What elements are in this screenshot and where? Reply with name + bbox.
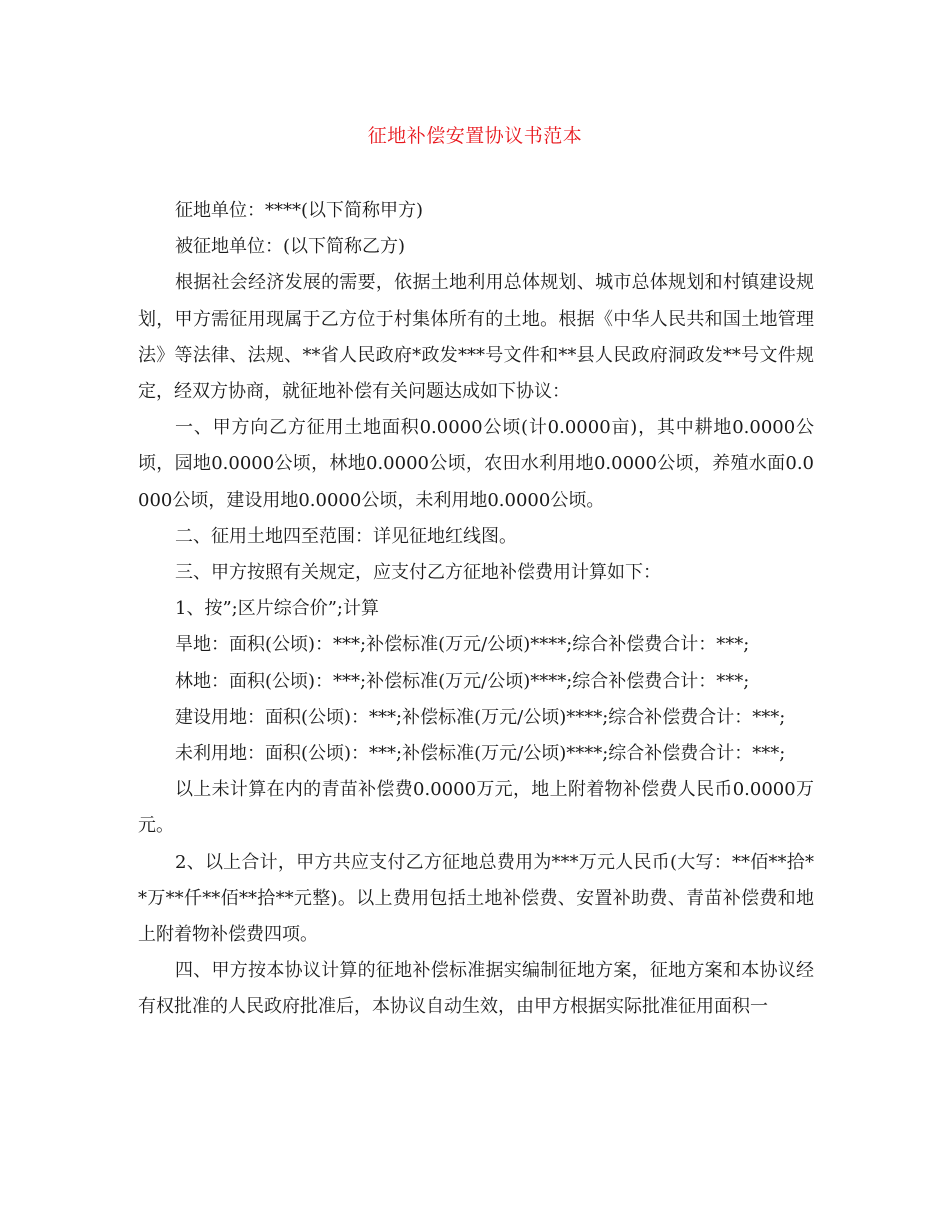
document-title: 征地补偿安置协议书范本 — [367, 125, 583, 147]
paragraph-article-3-item-1: 1、按”;区片综合价”;计算 — [175, 598, 379, 620]
paragraph-article-3-item-2: 2、以上合计，甲方共应支付乙方征地总费用为***万元人民币(大写：**佰**拾**万**仟**佰**拾**元整)。以上费用包括土地补偿费、安置补助费、青苗补偿费和地上附着物补偿费四项。 — [138, 851, 814, 946]
paragraph-article-4: 四、甲方按本协议计算的征地补偿标准据实编制征地方案，征地方案和本协议经有权批准的人民政府批准后，本协议自动生效，由甲方根据实际批准征用面积一 — [138, 960, 814, 1018]
paragraph-unused-land: 未利用地：面积(公顷)：***;补偿标准(万元/公顷)****;综合补偿费合计：***; — [175, 743, 786, 765]
paragraph-article-2: 二、征用土地四至范围：详见征地红线图。 — [175, 525, 517, 547]
paragraph-dry-land: 旱地：面积(公顷)：***;补偿标准(万元/公顷)****;综合补偿费合计：***; — [175, 634, 750, 656]
paragraph-requisitioned-unit: 被征地单位：(以下简称乙方) — [175, 236, 406, 258]
paragraph-crop-compensation: 以上未计算在内的青苗补偿费0.0000万元，地上附着物补偿费人民币0.0000万元。 — [138, 779, 814, 837]
paragraph-requisition-unit: 征地单位：****(以下简称甲方) — [175, 200, 424, 221]
paragraph-construction-land: 建设用地：面积(公顷)：***;补偿标准(万元/公顷)****;综合补偿费合计：***; — [175, 706, 786, 728]
paragraph-preamble: 根据社会经济发展的需要，依据土地利用总体规划、城市总体规划和村镇建设规划，甲方需征用现属于乙方位于村集体所有的土地。根据《中华人民共和国土地管理法》等法律、法规、**省人民政府*政发***号文件和**县人民政府洞政发**号文件规定，经双方协商，就征地补偿有关问题达成如下协议： — [138, 272, 814, 403]
paragraph-article-3: 三、甲方按照有关规定，应支付乙方征地补偿费用计算如下： — [175, 562, 661, 584]
document-body — [138, 193, 814, 1026]
paragraph-article-1: 一、甲方向乙方征用土地面积0.0000公顷(计0.0000亩)，其中耕地0.0000公顷，园地0.0000公顷，林地0.0000公顷，农田水利用地0.0000公顷，养殖水面0.0000公顷，建设用地0.0000公顷，未利用地0.0000公顷。 — [138, 417, 814, 511]
paragraph-forest-land: 林地：面积(公顷)：***;补偿标准(万元/公顷)****;综合补偿费合计：***; — [175, 670, 750, 692]
